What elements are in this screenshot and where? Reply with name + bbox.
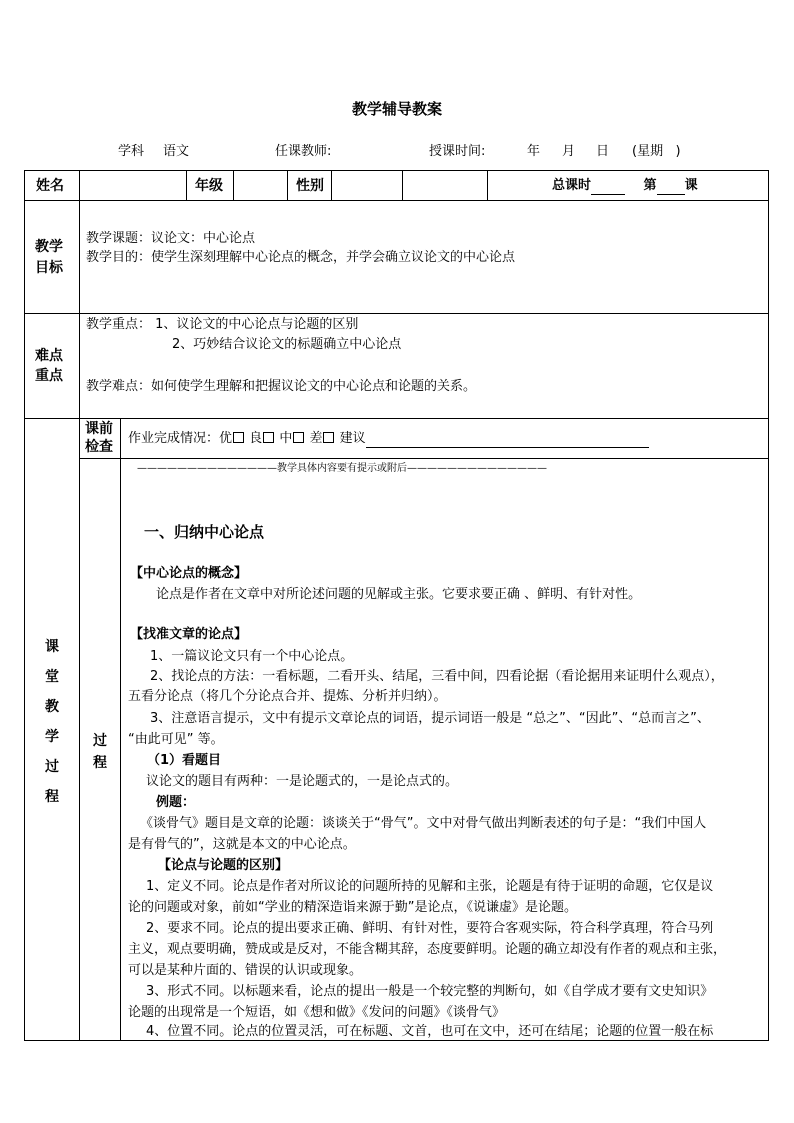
content-note: ——————————————教学具体内容要有提示或附后—————————————— xyxy=(137,463,547,474)
diff-line: 论的问题或对象，前如“学业的精深造诣来源于勤”是论点，《说谦虚》是论题。 xyxy=(128,900,577,915)
focus-line-1: 教学重点： 1、议论文的中心论点与论题的区别 xyxy=(86,317,359,332)
precheck-label-2: 检查 xyxy=(85,439,113,455)
example-line: 《谈骨气》题目是文章的论题：谈谈关于“骨气”。文中对骨气做出判断表述的句子是：“我们中国人 xyxy=(140,816,707,831)
weekday-label: (星期 ) xyxy=(632,144,681,159)
objectives-label-1: 教学 xyxy=(35,239,63,255)
col-divider xyxy=(487,170,488,200)
day-label: 日 xyxy=(596,144,610,159)
find-line: 2、找论点的方法：一看标题，二看开头、结尾，三看中间，四看论据（看论据用来证明什么观点）， xyxy=(150,669,724,684)
section-title: 一、归纳中心论点 xyxy=(144,523,265,541)
find-line: 1、一篇议论文只有一个中心论点。 xyxy=(150,649,354,664)
subject-label: 学科 xyxy=(118,144,145,159)
year-label: 年 xyxy=(527,144,541,159)
diff-heading: 【论点与论题的区别】 xyxy=(158,858,289,873)
advice-label: 建议 xyxy=(339,431,366,446)
sub-text: 议论文的题目有两种：一是论题式的，一是论点式的。 xyxy=(146,774,459,789)
row-divider xyxy=(24,418,769,419)
example-line: 是有骨气的”，这就是本文的中心论点。 xyxy=(128,837,356,852)
subject-value: 语文 xyxy=(163,144,190,159)
total-lessons-label: 总课时 xyxy=(552,178,592,193)
diff-line: 1、定义不同。论点是作者对所议论的问题所持的见解和主张，论题是有待于证明的命题，它仅是议 xyxy=(146,879,714,894)
difficulty-line: 教学难点：如何使学生理解和把握议论文的中心论点和论题的关系。 xyxy=(86,379,477,394)
concept-text: 论点是作者在文章中对所论述问题的见解或主张。它要求要正确 、鲜明、有针对性。 xyxy=(156,587,642,602)
classroom-char: 教 xyxy=(45,699,59,715)
col-divider xyxy=(120,418,121,1041)
col-divider xyxy=(79,170,80,1041)
grade-label: 年级 xyxy=(195,178,223,194)
precheck-label-1: 课前 xyxy=(85,421,113,437)
checkbox-excellent[interactable] xyxy=(233,432,244,443)
diff-line: 论题的出现常是一个短语，如《想和做》《发问的问题》《谈骨气》 xyxy=(128,1005,506,1020)
checkbox-mid[interactable] xyxy=(293,432,304,443)
diff-line: 4、位置不同。论点的位置灵活，可在标题、文首，也可在文中，还可在结尾；论题的位置一般在标 xyxy=(146,1024,714,1039)
month-label: 月 xyxy=(562,144,576,159)
page-title: 教学辅导教案 xyxy=(351,100,442,118)
teacher-label: 任课教师: xyxy=(275,144,332,159)
good-label: 良 xyxy=(249,431,263,446)
process-char-2: 程 xyxy=(93,755,107,771)
classroom-char: 堂 xyxy=(45,669,59,685)
find-line: 五看分论点（将几个分论点合并、提炼、分析并归纳）。 xyxy=(128,689,447,704)
classroom-char: 程 xyxy=(45,789,59,805)
focus-line-2: 2、巧妙结合议论文的标题确立中心论点 xyxy=(172,337,402,352)
checkbox-poor[interactable] xyxy=(323,432,334,443)
checkbox-good[interactable] xyxy=(263,432,274,443)
col-divider xyxy=(233,170,234,200)
row-divider xyxy=(24,313,769,314)
diff-line: 2、要求不同。论点的提出要求正确、鲜明、有针对性，要符合客观实际，符合科学真理，符合马列 xyxy=(146,921,714,936)
poor-label: 差 xyxy=(309,431,323,446)
homework-label: 作业完成情况：优 xyxy=(128,431,233,446)
col-divider xyxy=(402,170,403,200)
time-label: 授课时间: xyxy=(429,144,486,159)
keypoints-label-1: 难点 xyxy=(35,348,63,364)
lesson-topic: 教学课题：议论文：中心论点 xyxy=(86,231,256,246)
mid-label: 中 xyxy=(279,431,293,446)
row-divider xyxy=(24,200,769,201)
col-divider xyxy=(331,170,332,200)
lesson-prefix: 第 xyxy=(643,178,657,193)
gender-label: 性别 xyxy=(296,178,324,194)
diff-line: 可以是某种片面的、错误的认识或现象。 xyxy=(128,963,363,978)
example-label: 例题： xyxy=(156,795,196,810)
find-line: “由此可见” 等。 xyxy=(128,732,224,747)
objectives-label-2: 目标 xyxy=(35,260,63,276)
lesson-suffix: 课 xyxy=(684,178,698,193)
keypoints-label-2: 重点 xyxy=(35,368,63,384)
sub-heading: （1）看题目 xyxy=(147,753,222,768)
classroom-char: 学 xyxy=(45,729,59,745)
lesson-aim: 教学目的：使学生深刻理解中心论点的概念，并学会确立议论文的中心论点 xyxy=(86,250,516,265)
homework-status xyxy=(128,430,649,448)
classroom-char: 课 xyxy=(45,639,59,655)
classroom-char: 过 xyxy=(45,759,59,775)
row-divider xyxy=(79,458,769,459)
name-label: 姓名 xyxy=(36,178,64,194)
diff-line: 主义，观点要明确，赞成或是反对，不能含糊其辞，态度要鲜明。论题的确立却没有作者的观点和主张， xyxy=(128,942,727,957)
col-divider xyxy=(186,170,187,200)
find-line: 3、注意语言提示，文中有提示文章论点的词语，提示词语一般是 “总之”、“因此”、“总而言之”、 xyxy=(150,711,710,726)
process-char-1: 过 xyxy=(93,733,107,749)
total-lessons xyxy=(552,177,698,195)
col-divider xyxy=(287,170,288,200)
concept-heading: 【中心论点的概念】 xyxy=(130,566,248,581)
diff-line: 3、形式不同。以标题来看，论点的提出一般是一个较完整的判断句，如《自学成才要有文史知识》 xyxy=(146,984,714,999)
find-heading: 【找准文章的论点】 xyxy=(130,627,248,642)
